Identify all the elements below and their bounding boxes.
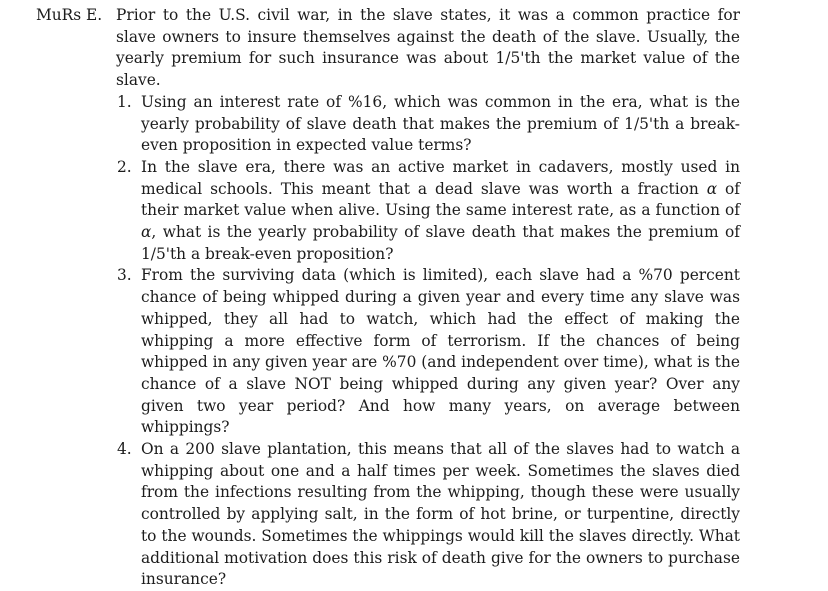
question-list: [36, 92, 740, 591]
question-text-part: of their market value when alive. Using the same interest rate, as a function of: [141, 179, 741, 220]
question-number: 4.: [117, 440, 132, 459]
question-text: On a 200 slave plantation, this means that all of the slaves had to watch a whipping about one and a half times per week. Sometimes the slaves died from the infections resulting from the whipping, though these were usually controlled by applying salt, in the form of hot brine, or turpentine, directly to the wounds. Sometimes the whippings would kill the slaves directly. What additional motivation does this risk of death give for the owners to purchase insurance?: [141, 440, 740, 589]
problem-document: [36, 5, 740, 591]
problem-intro: [36, 5, 740, 92]
question-item-1: [117, 92, 740, 157]
problem-intro-text: Prior to the U.S. civil war, in the slave states, it was a common practice for slave owners to insure themselves against the death of the slave. Usually, the yearly premium for such insurance was about 1/5'th the market value of the slave.: [116, 6, 740, 90]
question-item-4: [117, 439, 740, 591]
question-number: 1.: [117, 92, 132, 111]
alpha-symbol: α: [141, 223, 152, 242]
question-text: From the surviving data (which is limited), each slave had a %70 percent chance of being whipped during a given year and every time any slave was whipped, they all had to watch, which had the effect of making the whipping a more effective form of terrorism. If the chances of being whipped in any given year are %70 (and independent over time), what is the chance of a slave NOT being whipped during any given year? Over any given two year period? And how many years, on average between whippings?: [141, 266, 740, 437]
question-number: 3.: [117, 266, 132, 285]
question-text-part: , what is the yearly probability of slave death that makes the premium of 1/5'th a break-even proposition?: [141, 223, 740, 263]
question-item-2: [117, 157, 741, 266]
question-text-part: In the slave era, there was an active market in cadavers, mostly used in medical schools. This meant that a dead slave was worth a fraction: [141, 157, 740, 198]
alpha-symbol: α: [706, 179, 718, 198]
question-text: Using an interest rate of %16, which was common in the era, what is the yearly probability of slave death that makes the premium of 1/5'th a break-even proposition in expected value terms?: [141, 92, 740, 155]
question-number: 2.: [117, 157, 132, 176]
problem-label: MuRs E.: [36, 6, 103, 24]
question-item-3: [117, 265, 740, 439]
